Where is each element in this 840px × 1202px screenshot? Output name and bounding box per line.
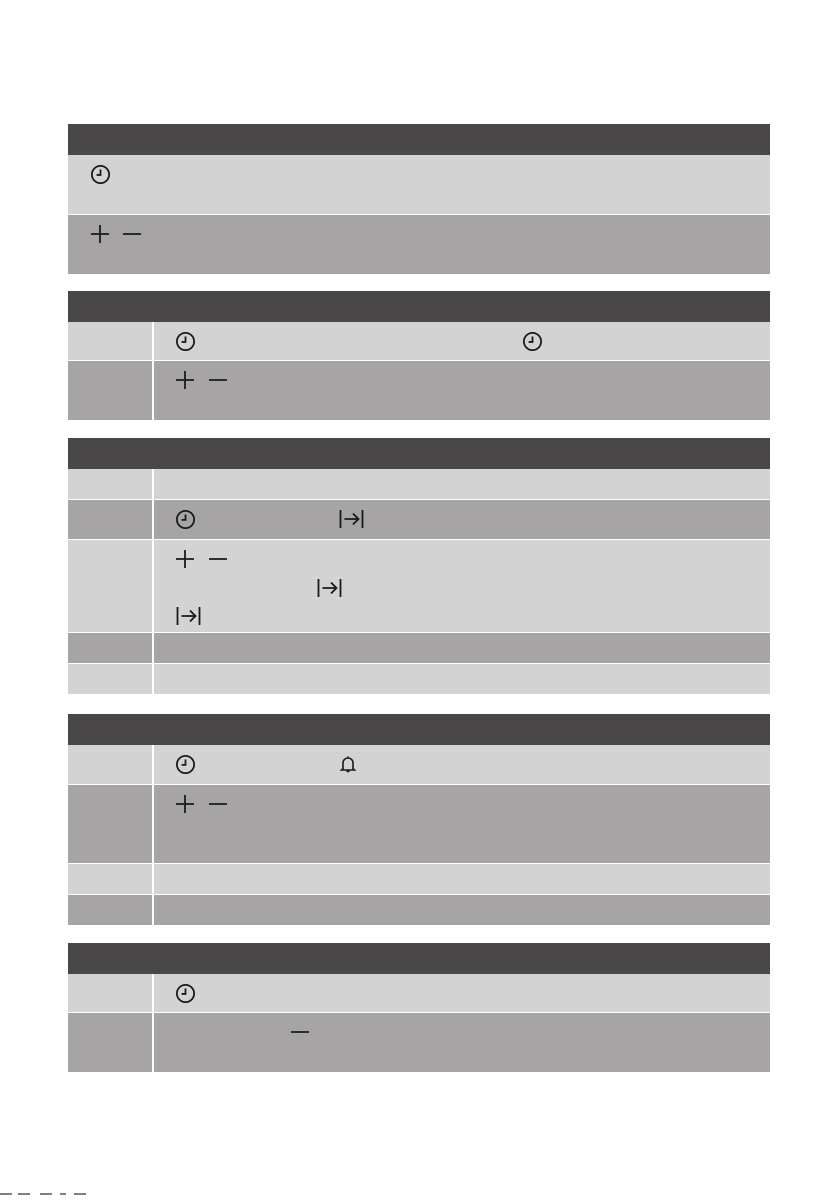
clock-icon xyxy=(175,983,196,1004)
table-5 xyxy=(68,943,770,1072)
plus-icon xyxy=(90,224,110,244)
clock-icon xyxy=(90,164,111,185)
table-header xyxy=(68,291,770,322)
bell-icon xyxy=(338,754,358,774)
table-row xyxy=(68,895,770,925)
table-row xyxy=(68,785,770,863)
minus-icon xyxy=(208,794,228,814)
table-row xyxy=(68,155,770,214)
step-number-cell xyxy=(68,633,152,663)
step-number-cell xyxy=(68,864,152,894)
step-number-cell xyxy=(68,322,152,360)
step-number-cell xyxy=(68,895,152,925)
table-row xyxy=(68,322,770,360)
table-row xyxy=(68,974,770,1012)
step-number-cell xyxy=(68,500,152,539)
plus-icon xyxy=(175,549,195,569)
table-row xyxy=(68,500,770,539)
table-row xyxy=(68,745,770,784)
minus-icon xyxy=(208,549,228,569)
step-number-cell xyxy=(68,974,152,1012)
table-2 xyxy=(68,291,770,420)
step-number-cell xyxy=(68,745,152,784)
page-footer-fragment xyxy=(0,1184,110,1192)
minus-icon xyxy=(122,224,142,244)
step-number-cell xyxy=(68,540,152,632)
step-number-cell xyxy=(68,1013,152,1072)
step-number-cell xyxy=(68,361,152,420)
table-4 xyxy=(68,714,770,925)
table-header xyxy=(68,714,770,745)
step-number-cell xyxy=(68,785,152,863)
table-row xyxy=(68,361,770,420)
table-row xyxy=(68,1013,770,1072)
clock-icon xyxy=(522,331,543,352)
plus-icon xyxy=(175,794,195,814)
minus-icon xyxy=(290,1022,310,1042)
duration-arrow-icon xyxy=(338,509,365,529)
clock-icon xyxy=(175,331,196,352)
table-header xyxy=(68,438,770,469)
table-header xyxy=(68,943,770,974)
duration-arrow-icon xyxy=(175,606,202,626)
step-number-cell xyxy=(68,469,152,499)
minus-icon xyxy=(208,370,228,390)
table-row xyxy=(68,540,770,632)
table-1 xyxy=(68,124,770,274)
table-header xyxy=(68,124,770,155)
clock-icon xyxy=(175,754,196,775)
duration-arrow-icon xyxy=(316,578,343,598)
table-row xyxy=(68,664,770,694)
plus-icon xyxy=(175,370,195,390)
clock-icon xyxy=(175,509,196,530)
table-row xyxy=(68,864,770,894)
table-3 xyxy=(68,438,770,694)
table-row xyxy=(68,469,770,499)
table-row xyxy=(68,633,770,663)
step-number-cell xyxy=(68,664,152,694)
table-row xyxy=(68,215,770,274)
